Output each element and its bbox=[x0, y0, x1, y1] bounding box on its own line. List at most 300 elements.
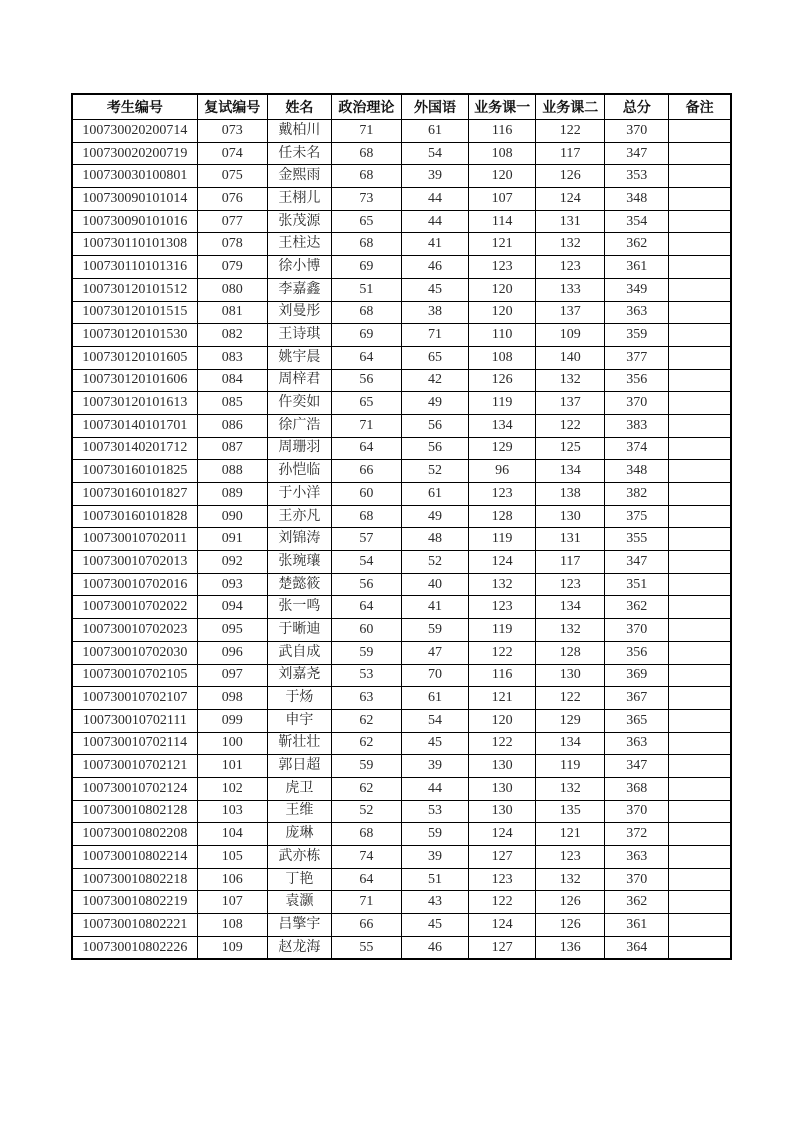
cell-name: 周珊羽 bbox=[267, 437, 331, 460]
cell-total-score: 356 bbox=[605, 641, 669, 664]
cell-remarks bbox=[669, 573, 731, 596]
cell-interview-number: 103 bbox=[197, 800, 267, 823]
cell-remarks bbox=[669, 142, 731, 165]
cell-candidate-number: 100730140101701 bbox=[72, 414, 197, 437]
cell-total-score: 364 bbox=[605, 936, 669, 959]
cell-major-course-1: 108 bbox=[469, 346, 536, 369]
cell-political-theory: 69 bbox=[331, 256, 401, 279]
cell-foreign-language: 49 bbox=[401, 392, 468, 415]
cell-interview-number: 084 bbox=[197, 369, 267, 392]
cell-interview-number: 076 bbox=[197, 188, 267, 211]
table-row bbox=[72, 278, 731, 301]
cell-total-score: 363 bbox=[605, 846, 669, 869]
cell-name: 王亦凡 bbox=[267, 505, 331, 528]
cell-name: 张琬瓖 bbox=[267, 551, 331, 574]
cell-name: 徐小博 bbox=[267, 256, 331, 279]
cell-remarks bbox=[669, 551, 731, 574]
cell-name: 周梓君 bbox=[267, 369, 331, 392]
cell-candidate-number: 100730110101308 bbox=[72, 233, 197, 256]
cell-foreign-language: 45 bbox=[401, 732, 468, 755]
cell-interview-number: 096 bbox=[197, 641, 267, 664]
cell-candidate-number: 100730010802221 bbox=[72, 914, 197, 937]
cell-remarks bbox=[669, 868, 731, 891]
cell-major-course-2: 126 bbox=[536, 891, 605, 914]
cell-candidate-number: 100730160101827 bbox=[72, 483, 197, 506]
table-row bbox=[72, 165, 731, 188]
cell-name: 王栩儿 bbox=[267, 188, 331, 211]
table-row bbox=[72, 324, 731, 347]
cell-major-course-1: 130 bbox=[469, 800, 536, 823]
table-row bbox=[72, 891, 731, 914]
cell-foreign-language: 40 bbox=[401, 573, 468, 596]
cell-interview-number: 078 bbox=[197, 233, 267, 256]
cell-foreign-language: 52 bbox=[401, 460, 468, 483]
cell-major-course-2: 132 bbox=[536, 777, 605, 800]
cell-foreign-language: 51 bbox=[401, 868, 468, 891]
cell-interview-number: 080 bbox=[197, 278, 267, 301]
cell-major-course-1: 116 bbox=[469, 120, 536, 143]
cell-name: 武自成 bbox=[267, 641, 331, 664]
cell-major-course-1: 130 bbox=[469, 755, 536, 778]
cell-foreign-language: 44 bbox=[401, 210, 468, 233]
cell-political-theory: 65 bbox=[331, 392, 401, 415]
cell-interview-number: 085 bbox=[197, 392, 267, 415]
cell-major-course-1: 123 bbox=[469, 868, 536, 891]
cell-interview-number: 105 bbox=[197, 846, 267, 869]
cell-interview-number: 073 bbox=[197, 120, 267, 143]
cell-candidate-number: 100730020200714 bbox=[72, 120, 197, 143]
cell-major-course-1: 119 bbox=[469, 528, 536, 551]
cell-major-course-2: 126 bbox=[536, 165, 605, 188]
table-row bbox=[72, 120, 731, 143]
cell-major-course-1: 124 bbox=[469, 551, 536, 574]
cell-total-score: 355 bbox=[605, 528, 669, 551]
cell-name: 袁灏 bbox=[267, 891, 331, 914]
cell-name: 武亦栋 bbox=[267, 846, 331, 869]
cell-interview-number: 101 bbox=[197, 755, 267, 778]
table-row bbox=[72, 505, 731, 528]
cell-foreign-language: 41 bbox=[401, 596, 468, 619]
cell-remarks bbox=[669, 165, 731, 188]
cell-political-theory: 66 bbox=[331, 914, 401, 937]
cell-foreign-language: 61 bbox=[401, 687, 468, 710]
table-row bbox=[72, 460, 731, 483]
table-row bbox=[72, 664, 731, 687]
header-foreign-language: 外国语 bbox=[401, 94, 468, 120]
cell-political-theory: 68 bbox=[331, 823, 401, 846]
cell-candidate-number: 100730010702107 bbox=[72, 687, 197, 710]
cell-foreign-language: 39 bbox=[401, 846, 468, 869]
cell-remarks bbox=[669, 528, 731, 551]
cell-interview-number: 107 bbox=[197, 891, 267, 914]
cell-major-course-2: 122 bbox=[536, 687, 605, 710]
cell-candidate-number: 100730120101512 bbox=[72, 278, 197, 301]
cell-major-course-2: 132 bbox=[536, 369, 605, 392]
cell-interview-number: 100 bbox=[197, 732, 267, 755]
cell-total-score: 362 bbox=[605, 233, 669, 256]
cell-name: 丁艳 bbox=[267, 868, 331, 891]
cell-total-score: 362 bbox=[605, 596, 669, 619]
cell-remarks bbox=[669, 256, 731, 279]
table-row bbox=[72, 846, 731, 869]
cell-remarks bbox=[669, 437, 731, 460]
cell-candidate-number: 100730010802218 bbox=[72, 868, 197, 891]
cell-major-course-1: 122 bbox=[469, 732, 536, 755]
cell-remarks bbox=[669, 233, 731, 256]
cell-major-course-2: 123 bbox=[536, 846, 605, 869]
cell-remarks bbox=[669, 846, 731, 869]
cell-candidate-number: 100730120101606 bbox=[72, 369, 197, 392]
cell-total-score: 354 bbox=[605, 210, 669, 233]
cell-major-course-2: 123 bbox=[536, 256, 605, 279]
cell-political-theory: 64 bbox=[331, 346, 401, 369]
header-major-course-2: 业务课二 bbox=[536, 94, 605, 120]
cell-foreign-language: 61 bbox=[401, 120, 468, 143]
cell-foreign-language: 70 bbox=[401, 664, 468, 687]
cell-name: 刘曼彤 bbox=[267, 301, 331, 324]
cell-remarks bbox=[669, 914, 731, 937]
cell-foreign-language: 59 bbox=[401, 823, 468, 846]
table-row bbox=[72, 346, 731, 369]
cell-political-theory: 59 bbox=[331, 755, 401, 778]
cell-political-theory: 56 bbox=[331, 573, 401, 596]
cell-political-theory: 71 bbox=[331, 120, 401, 143]
cell-name: 徐广浩 bbox=[267, 414, 331, 437]
cell-remarks bbox=[669, 596, 731, 619]
table-row bbox=[72, 709, 731, 732]
cell-major-course-2: 134 bbox=[536, 732, 605, 755]
cell-total-score: 347 bbox=[605, 551, 669, 574]
cell-remarks bbox=[669, 619, 731, 642]
cell-candidate-number: 100730010702105 bbox=[72, 664, 197, 687]
cell-candidate-number: 100730010802128 bbox=[72, 800, 197, 823]
cell-major-course-2: 134 bbox=[536, 460, 605, 483]
cell-name: 吕擎宇 bbox=[267, 914, 331, 937]
cell-remarks bbox=[669, 188, 731, 211]
score-table bbox=[71, 93, 732, 960]
cell-remarks bbox=[669, 460, 731, 483]
cell-political-theory: 60 bbox=[331, 483, 401, 506]
cell-major-course-1: 123 bbox=[469, 256, 536, 279]
cell-major-course-2: 117 bbox=[536, 142, 605, 165]
table-row bbox=[72, 868, 731, 891]
cell-major-course-1: 120 bbox=[469, 165, 536, 188]
cell-candidate-number: 100730030100801 bbox=[72, 165, 197, 188]
cell-remarks bbox=[669, 278, 731, 301]
cell-name: 王柱达 bbox=[267, 233, 331, 256]
cell-political-theory: 59 bbox=[331, 641, 401, 664]
cell-name: 王诗琪 bbox=[267, 324, 331, 347]
cell-total-score: 348 bbox=[605, 188, 669, 211]
cell-remarks bbox=[669, 664, 731, 687]
table-row bbox=[72, 210, 731, 233]
table-row bbox=[72, 142, 731, 165]
cell-foreign-language: 39 bbox=[401, 755, 468, 778]
header-row bbox=[72, 94, 731, 120]
cell-foreign-language: 46 bbox=[401, 936, 468, 959]
cell-remarks bbox=[669, 732, 731, 755]
table-row bbox=[72, 596, 731, 619]
cell-total-score: 361 bbox=[605, 914, 669, 937]
cell-total-score: 353 bbox=[605, 165, 669, 188]
cell-remarks bbox=[669, 483, 731, 506]
cell-name: 于炀 bbox=[267, 687, 331, 710]
cell-major-course-1: 122 bbox=[469, 891, 536, 914]
cell-political-theory: 62 bbox=[331, 777, 401, 800]
cell-remarks bbox=[669, 505, 731, 528]
cell-interview-number: 087 bbox=[197, 437, 267, 460]
cell-remarks bbox=[669, 346, 731, 369]
cell-total-score: 383 bbox=[605, 414, 669, 437]
cell-political-theory: 66 bbox=[331, 460, 401, 483]
cell-political-theory: 54 bbox=[331, 551, 401, 574]
cell-major-course-1: 121 bbox=[469, 233, 536, 256]
table-row bbox=[72, 755, 731, 778]
cell-total-score: 356 bbox=[605, 369, 669, 392]
cell-major-course-2: 129 bbox=[536, 709, 605, 732]
header-major-course-1: 业务课一 bbox=[469, 94, 536, 120]
cell-name: 戴柏川 bbox=[267, 120, 331, 143]
cell-interview-number: 088 bbox=[197, 460, 267, 483]
cell-name: 张一鸣 bbox=[267, 596, 331, 619]
cell-foreign-language: 54 bbox=[401, 142, 468, 165]
cell-candidate-number: 100730010702022 bbox=[72, 596, 197, 619]
cell-political-theory: 71 bbox=[331, 414, 401, 437]
cell-foreign-language: 65 bbox=[401, 346, 468, 369]
cell-candidate-number: 100730090101014 bbox=[72, 188, 197, 211]
cell-major-course-1: 127 bbox=[469, 936, 536, 959]
cell-foreign-language: 43 bbox=[401, 891, 468, 914]
cell-major-course-1: 114 bbox=[469, 210, 536, 233]
cell-total-score: 382 bbox=[605, 483, 669, 506]
table-row bbox=[72, 573, 731, 596]
cell-interview-number: 109 bbox=[197, 936, 267, 959]
cell-name: 李嘉鑫 bbox=[267, 278, 331, 301]
table-row bbox=[72, 483, 731, 506]
cell-remarks bbox=[669, 687, 731, 710]
cell-name: 赵龙海 bbox=[267, 936, 331, 959]
cell-remarks bbox=[669, 936, 731, 959]
cell-name: 张茂源 bbox=[267, 210, 331, 233]
cell-candidate-number: 100730010702016 bbox=[72, 573, 197, 596]
cell-candidate-number: 100730010702030 bbox=[72, 641, 197, 664]
table-row bbox=[72, 369, 731, 392]
cell-candidate-number: 100730010702111 bbox=[72, 709, 197, 732]
table-row bbox=[72, 256, 731, 279]
cell-interview-number: 091 bbox=[197, 528, 267, 551]
cell-name: 任未名 bbox=[267, 142, 331, 165]
cell-interview-number: 077 bbox=[197, 210, 267, 233]
cell-political-theory: 57 bbox=[331, 528, 401, 551]
cell-major-course-2: 123 bbox=[536, 573, 605, 596]
cell-political-theory: 60 bbox=[331, 619, 401, 642]
cell-major-course-2: 117 bbox=[536, 551, 605, 574]
cell-candidate-number: 100730090101016 bbox=[72, 210, 197, 233]
table-row bbox=[72, 437, 731, 460]
cell-total-score: 361 bbox=[605, 256, 669, 279]
table-row bbox=[72, 777, 731, 800]
cell-interview-number: 082 bbox=[197, 324, 267, 347]
cell-foreign-language: 56 bbox=[401, 414, 468, 437]
cell-candidate-number: 100730010702114 bbox=[72, 732, 197, 755]
cell-major-course-1: 123 bbox=[469, 483, 536, 506]
cell-major-course-2: 137 bbox=[536, 301, 605, 324]
cell-major-course-2: 119 bbox=[536, 755, 605, 778]
cell-political-theory: 74 bbox=[331, 846, 401, 869]
cell-candidate-number: 100730010802208 bbox=[72, 823, 197, 846]
cell-major-course-2: 126 bbox=[536, 914, 605, 937]
cell-foreign-language: 41 bbox=[401, 233, 468, 256]
table-row bbox=[72, 301, 731, 324]
cell-foreign-language: 39 bbox=[401, 165, 468, 188]
cell-name: 于晰迪 bbox=[267, 619, 331, 642]
cell-remarks bbox=[669, 301, 731, 324]
cell-name: 郭日超 bbox=[267, 755, 331, 778]
cell-major-course-1: 132 bbox=[469, 573, 536, 596]
cell-candidate-number: 100730120101515 bbox=[72, 301, 197, 324]
cell-foreign-language: 45 bbox=[401, 278, 468, 301]
cell-major-course-2: 132 bbox=[536, 868, 605, 891]
cell-foreign-language: 59 bbox=[401, 619, 468, 642]
cell-major-course-2: 132 bbox=[536, 619, 605, 642]
cell-major-course-1: 121 bbox=[469, 687, 536, 710]
cell-major-course-2: 122 bbox=[536, 120, 605, 143]
cell-interview-number: 086 bbox=[197, 414, 267, 437]
cell-political-theory: 64 bbox=[331, 868, 401, 891]
cell-major-course-1: 128 bbox=[469, 505, 536, 528]
cell-political-theory: 71 bbox=[331, 891, 401, 914]
cell-major-course-1: 120 bbox=[469, 278, 536, 301]
cell-major-course-1: 96 bbox=[469, 460, 536, 483]
cell-major-course-1: 108 bbox=[469, 142, 536, 165]
header-political-theory: 政治理论 bbox=[331, 94, 401, 120]
cell-political-theory: 68 bbox=[331, 233, 401, 256]
cell-foreign-language: 48 bbox=[401, 528, 468, 551]
cell-candidate-number: 100730010702121 bbox=[72, 755, 197, 778]
cell-total-score: 347 bbox=[605, 755, 669, 778]
header-total-score: 总分 bbox=[605, 94, 669, 120]
cell-major-course-2: 121 bbox=[536, 823, 605, 846]
cell-candidate-number: 100730160101825 bbox=[72, 460, 197, 483]
table-row bbox=[72, 800, 731, 823]
cell-name: 金熙雨 bbox=[267, 165, 331, 188]
cell-interview-number: 083 bbox=[197, 346, 267, 369]
cell-total-score: 363 bbox=[605, 732, 669, 755]
table-row bbox=[72, 233, 731, 256]
cell-interview-number: 090 bbox=[197, 505, 267, 528]
cell-foreign-language: 46 bbox=[401, 256, 468, 279]
cell-foreign-language: 44 bbox=[401, 777, 468, 800]
cell-political-theory: 63 bbox=[331, 687, 401, 710]
cell-candidate-number: 100730010802219 bbox=[72, 891, 197, 914]
cell-total-score: 348 bbox=[605, 460, 669, 483]
cell-political-theory: 52 bbox=[331, 800, 401, 823]
cell-major-course-2: 140 bbox=[536, 346, 605, 369]
cell-major-course-1: 126 bbox=[469, 369, 536, 392]
cell-interview-number: 098 bbox=[197, 687, 267, 710]
cell-total-score: 365 bbox=[605, 709, 669, 732]
cell-interview-number: 092 bbox=[197, 551, 267, 574]
cell-major-course-2: 130 bbox=[536, 664, 605, 687]
cell-remarks bbox=[669, 755, 731, 778]
cell-name: 楚懿筱 bbox=[267, 573, 331, 596]
cell-name: 姚宇晨 bbox=[267, 346, 331, 369]
cell-major-course-2: 131 bbox=[536, 210, 605, 233]
cell-major-course-1: 130 bbox=[469, 777, 536, 800]
cell-major-course-2: 130 bbox=[536, 505, 605, 528]
cell-interview-number: 106 bbox=[197, 868, 267, 891]
cell-major-course-1: 124 bbox=[469, 914, 536, 937]
table-row bbox=[72, 823, 731, 846]
cell-candidate-number: 100730120101613 bbox=[72, 392, 197, 415]
header-interview-number: 复试编号 bbox=[197, 94, 267, 120]
cell-major-course-2: 138 bbox=[536, 483, 605, 506]
cell-political-theory: 69 bbox=[331, 324, 401, 347]
cell-major-course-1: 122 bbox=[469, 641, 536, 664]
cell-name: 申宇 bbox=[267, 709, 331, 732]
cell-name: 于小洋 bbox=[267, 483, 331, 506]
cell-candidate-number: 100730010702011 bbox=[72, 528, 197, 551]
cell-major-course-1: 120 bbox=[469, 301, 536, 324]
cell-major-course-2: 131 bbox=[536, 528, 605, 551]
cell-candidate-number: 100730120101605 bbox=[72, 346, 197, 369]
cell-major-course-1: 119 bbox=[469, 392, 536, 415]
cell-total-score: 370 bbox=[605, 800, 669, 823]
cell-foreign-language: 45 bbox=[401, 914, 468, 937]
cell-foreign-language: 52 bbox=[401, 551, 468, 574]
cell-interview-number: 089 bbox=[197, 483, 267, 506]
table-row bbox=[72, 414, 731, 437]
cell-major-course-1: 123 bbox=[469, 596, 536, 619]
cell-interview-number: 095 bbox=[197, 619, 267, 642]
cell-foreign-language: 47 bbox=[401, 641, 468, 664]
header-name: 姓名 bbox=[267, 94, 331, 120]
cell-total-score: 359 bbox=[605, 324, 669, 347]
cell-candidate-number: 100730010702023 bbox=[72, 619, 197, 642]
cell-major-course-2: 136 bbox=[536, 936, 605, 959]
cell-interview-number: 108 bbox=[197, 914, 267, 937]
cell-remarks bbox=[669, 641, 731, 664]
cell-remarks bbox=[669, 709, 731, 732]
cell-candidate-number: 100730010802214 bbox=[72, 846, 197, 869]
table-row bbox=[72, 936, 731, 959]
cell-remarks bbox=[669, 120, 731, 143]
cell-major-course-1: 107 bbox=[469, 188, 536, 211]
cell-total-score: 375 bbox=[605, 505, 669, 528]
table-row bbox=[72, 914, 731, 937]
cell-name: 王维 bbox=[267, 800, 331, 823]
cell-major-course-1: 120 bbox=[469, 709, 536, 732]
cell-name: 刘嘉尧 bbox=[267, 664, 331, 687]
cell-major-course-1: 116 bbox=[469, 664, 536, 687]
cell-candidate-number: 100730010702124 bbox=[72, 777, 197, 800]
cell-total-score: 374 bbox=[605, 437, 669, 460]
cell-remarks bbox=[669, 891, 731, 914]
cell-interview-number: 074 bbox=[197, 142, 267, 165]
cell-total-score: 370 bbox=[605, 392, 669, 415]
cell-major-course-2: 109 bbox=[536, 324, 605, 347]
cell-total-score: 370 bbox=[605, 868, 669, 891]
cell-interview-number: 081 bbox=[197, 301, 267, 324]
cell-major-course-2: 124 bbox=[536, 188, 605, 211]
cell-interview-number: 093 bbox=[197, 573, 267, 596]
cell-political-theory: 64 bbox=[331, 437, 401, 460]
header-remarks: 备注 bbox=[669, 94, 731, 120]
cell-total-score: 363 bbox=[605, 301, 669, 324]
cell-major-course-1: 124 bbox=[469, 823, 536, 846]
header-candidate-number: 考生编号 bbox=[72, 94, 197, 120]
cell-interview-number: 075 bbox=[197, 165, 267, 188]
